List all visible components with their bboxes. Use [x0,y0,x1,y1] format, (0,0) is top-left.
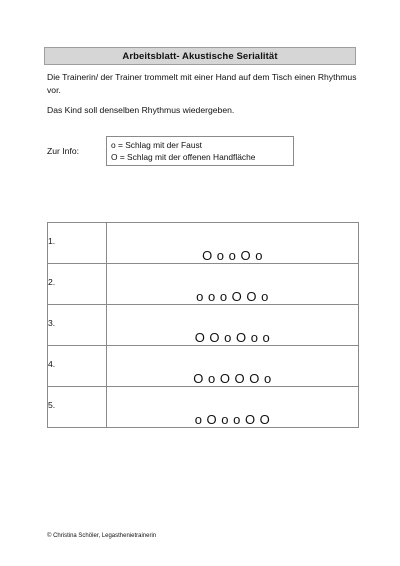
table-row [48,346,359,387]
worksheet-title: Arbeitsblatt- Akustische Serialität [44,47,356,65]
row-number-cell [48,223,107,264]
rhythm-pattern: o O o o O O [107,387,359,428]
row-number-cell [48,305,107,346]
row-number: 5. [48,400,56,410]
rhythm-pattern: O O o O o o [107,305,359,346]
rhythm-pattern: O o O O O o [107,346,359,387]
row-number: 1. [48,236,56,246]
copyright-footer: © Christina Schöler, Legasthenietrainerin [47,533,157,539]
instruction-text: Das Kind soll denselben Rhythmus wiedergeben. [47,105,235,115]
rhythm-pattern: o o o O O o [107,264,359,305]
rhythm-table [47,222,359,428]
table-row [48,223,359,264]
row-number-cell [48,346,107,387]
row-number-cell [48,387,107,428]
rhythm-pattern: O o o O o [107,223,359,264]
info-label: Zur Info: [47,146,79,156]
legend-open-hand: O = Schlag mit der offenen Handfläche [111,152,256,162]
table-row [48,305,359,346]
row-number-cell [48,264,107,305]
legend-fist: o = Schlag mit der Faust [111,140,203,150]
legend-box [106,136,294,166]
intro-text: Die Trainerin/ der Trainer trommelt mit einer Hand auf dem Tisch einen Rhythmus vor. [47,72,357,95]
row-number: 4. [48,359,56,369]
table-row [48,387,359,428]
row-number: 2. [48,277,56,287]
table-row [48,264,359,305]
row-number: 3. [48,318,56,328]
